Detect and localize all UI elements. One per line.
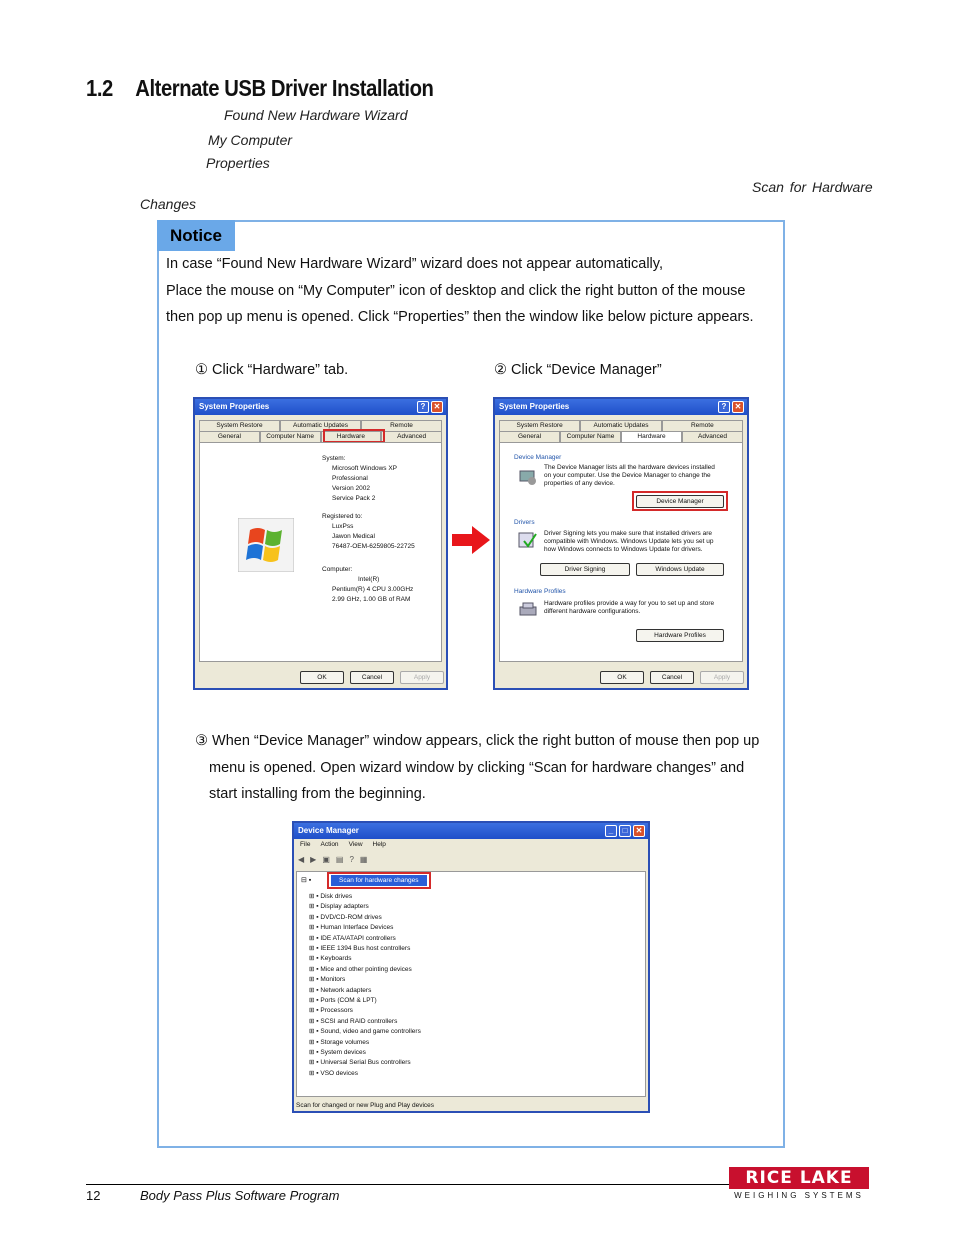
expand-icon[interactable]: ⊞ ▪ xyxy=(309,893,321,900)
tab-remote[interactable]: Remote xyxy=(361,420,442,431)
device-category-label: Processors xyxy=(320,1007,353,1015)
menu-action[interactable]: Action xyxy=(320,841,339,848)
rice-lake-logo xyxy=(729,1167,869,1201)
expand-icon[interactable]: ⊞ ▪ xyxy=(309,955,321,963)
expand-icon[interactable]: ⊞ ▪ xyxy=(309,1069,321,1077)
close-icon[interactable]: ✕ xyxy=(732,401,744,413)
tab-system-restore[interactable]: System Restore xyxy=(199,420,280,431)
cancel-button[interactable]: Cancel xyxy=(650,671,694,684)
expand-icon[interactable]: ⊞ ▪ xyxy=(309,924,321,932)
cancel-button[interactable]: Cancel xyxy=(350,671,394,684)
toolbar xyxy=(298,855,367,864)
window-titlebar xyxy=(195,399,446,415)
expand-icon[interactable]: ⊞ ▪ xyxy=(309,903,321,911)
system-properties-window-device-manager xyxy=(493,397,749,690)
notice-line-1: In case “Found New Hardware Wizard” wizard does not appear automatically, xyxy=(166,256,663,272)
help-icon[interactable]: ? xyxy=(417,401,429,413)
window-titlebar xyxy=(294,823,648,839)
device-category-item[interactable] xyxy=(309,1058,411,1068)
expand-icon[interactable]: ⊞ ▪ xyxy=(309,965,321,973)
logo-wordmark: RICE LAKE xyxy=(729,1167,869,1189)
device-category-item[interactable] xyxy=(309,954,351,964)
device-category-label: Storage volumes xyxy=(320,1038,370,1046)
tree-root-icon[interactable]: ⊟ ▪ xyxy=(301,877,312,884)
device-category-label: Sound, video and game controllers xyxy=(320,1028,421,1036)
device-category-label: IEEE 1394 Bus host controllers xyxy=(320,945,411,952)
back-icon[interactable]: ◀ xyxy=(298,855,305,864)
footer-doc-title: Body Pass Plus Software Program xyxy=(140,1188,340,1203)
section-number: 1.2 xyxy=(86,75,113,101)
device-category-label: Network adapters xyxy=(320,986,372,994)
device-category-label: Universal Serial Bus controllers xyxy=(320,1059,411,1067)
windows-update-button[interactable]: Windows Update xyxy=(636,563,724,576)
tab-computer-name[interactable]: Computer Name xyxy=(560,431,621,442)
device-category-label: Disk drives xyxy=(320,893,353,900)
drivers-group-label: Drivers xyxy=(514,519,535,526)
window-title: System Properties xyxy=(199,402,270,411)
device-tree xyxy=(296,871,646,1097)
menu-view[interactable]: View xyxy=(348,841,363,848)
system-properties-window-hardware xyxy=(193,397,448,690)
tab-automatic-updates[interactable]: Automatic Updates xyxy=(280,420,361,431)
system-info-line: 2.99 GHz, 1.00 GB of RAM xyxy=(332,596,411,603)
intro-changes-term: Changes xyxy=(140,196,197,212)
device-category-item[interactable] xyxy=(309,944,410,954)
system-info-line: 76487-OEM-6259805-22725 xyxy=(332,543,415,550)
dm-text-3: properties of any device. xyxy=(544,480,615,487)
red-arrow-icon xyxy=(452,526,490,554)
intro-scan-term: Scan for Hardware xyxy=(752,179,873,195)
tab-computer-name[interactable]: Computer Name xyxy=(260,431,321,442)
help-icon[interactable]: ? xyxy=(349,855,354,864)
expand-icon[interactable]: ⊞ ▪ xyxy=(309,1017,321,1025)
step-1-label: ① Click “Hardware” tab. xyxy=(195,362,349,378)
ok-button[interactable]: OK xyxy=(600,671,644,684)
device-category-label: Keyboards xyxy=(320,955,352,963)
driver-signing-icon xyxy=(518,531,538,551)
device-manager-group-label: Device Manager xyxy=(514,454,562,461)
tab-advanced[interactable]: Advanced xyxy=(682,431,743,442)
windows-logo-icon xyxy=(238,518,294,572)
drv-text-1: Driver Signing lets you make sure that installed drivers are xyxy=(544,530,712,537)
ok-button[interactable]: OK xyxy=(300,671,344,684)
close-icon[interactable]: ✕ xyxy=(633,825,645,837)
menu-bar xyxy=(300,841,386,848)
device-category-item[interactable] xyxy=(309,902,369,912)
expand-icon[interactable]: ⊞ ▪ xyxy=(309,986,321,994)
tab-general[interactable]: General xyxy=(199,431,260,442)
device-category-item[interactable] xyxy=(309,986,371,996)
device-category-item[interactable] xyxy=(309,996,377,1006)
device-category-label: IDE ATA/ATAPI controllers xyxy=(320,934,396,942)
minimize-icon[interactable]: _ xyxy=(605,825,617,837)
system-info-line: Service Pack 2 xyxy=(332,495,376,502)
expand-icon[interactable]: ⊞ ▪ xyxy=(309,976,321,984)
device-category-item[interactable] xyxy=(309,1048,366,1058)
tab-general[interactable]: General xyxy=(499,431,560,442)
expand-icon[interactable]: ⊞ ▪ xyxy=(309,934,321,942)
system-info-line: Jawon Medical xyxy=(332,533,375,540)
tab-hardware[interactable]: Hardware xyxy=(621,431,682,442)
tab-hardware[interactable]: Hardware xyxy=(321,431,382,442)
close-icon[interactable]: ✕ xyxy=(431,401,443,413)
hw-text-1: Hardware profiles provide a way for you to set up and store xyxy=(544,600,715,607)
device-category-item[interactable] xyxy=(309,1027,421,1037)
device-category-item[interactable] xyxy=(309,1069,358,1079)
intro-properties-term: Properties xyxy=(206,155,270,171)
drv-text-3: how Windows connects to Windows Update for drivers. xyxy=(544,546,703,553)
step-3-line-3: start installing from the beginning. xyxy=(209,786,426,802)
device-category-item[interactable] xyxy=(309,1006,353,1016)
device-category-label: SCSI and RAID controllers xyxy=(320,1017,398,1025)
system-info-line: LuxPss xyxy=(332,523,354,530)
intro-wizard-term: Found New Hardware Wizard xyxy=(224,107,408,123)
system-info-line: Professional xyxy=(332,475,368,482)
expand-icon[interactable]: ⊞ ▪ xyxy=(309,945,321,952)
device-category-item[interactable] xyxy=(309,1017,397,1027)
expand-icon[interactable]: ⊞ ▪ xyxy=(309,913,321,921)
expand-icon[interactable]: ⊞ ▪ xyxy=(309,1049,321,1056)
device-category-label: Monitors xyxy=(320,976,346,984)
window-titlebar xyxy=(495,399,747,415)
page-number: 12 xyxy=(86,1188,101,1203)
section-heading xyxy=(86,75,433,102)
hardware-profiles-button[interactable]: Hardware Profiles xyxy=(636,629,724,642)
device-category-item[interactable] xyxy=(309,934,396,944)
notice-line-2: Place the mouse on “My Computer” icon of desktop and click the right button of the mouse xyxy=(166,283,746,299)
device-category-item[interactable] xyxy=(309,975,345,985)
window-title: Device Manager xyxy=(298,826,359,835)
tab-advanced[interactable]: Advanced xyxy=(381,431,442,442)
device-manager-button[interactable]: Device Manager xyxy=(636,495,724,508)
tab-system-restore[interactable]: System Restore xyxy=(499,420,580,431)
device-manager-window xyxy=(292,821,650,1113)
step-3-line-1: ③ When “Device Manager” window appears, click the right button of mouse then pop up xyxy=(195,733,760,749)
help-icon[interactable]: ? xyxy=(718,401,730,413)
system-info-line: Registered to: xyxy=(322,513,363,520)
expand-icon[interactable]: ⊞ ▪ xyxy=(309,1007,321,1015)
hardware-tab-highlight xyxy=(323,429,385,443)
context-menu-scan[interactable]: Scan for hardware changes xyxy=(331,875,427,886)
system-info-line: Computer: xyxy=(322,566,353,573)
system-info-line: System: xyxy=(322,455,346,462)
device-manager-highlight xyxy=(632,491,728,511)
device-category-label: Mice and other pointing devices xyxy=(320,965,412,973)
device-manager-icon xyxy=(518,467,538,487)
system-info-line: Version 2002 xyxy=(332,485,370,492)
step-2-label: ② Click “Device Manager” xyxy=(494,362,662,378)
scan-icon[interactable]: ▦ xyxy=(359,855,368,864)
tab-remote[interactable]: Remote xyxy=(662,420,743,431)
hardware-profiles-icon xyxy=(518,601,538,617)
apply-button[interactable]: Apply xyxy=(400,671,444,684)
hardware-panel xyxy=(499,442,743,662)
expand-icon[interactable]: ⊞ ▪ xyxy=(309,1059,321,1067)
dm-text-2: on your computer. Use the Device Manager to change the xyxy=(544,472,711,479)
apply-button[interactable]: Apply xyxy=(700,671,744,684)
device-category-label: System devices xyxy=(320,1049,366,1056)
device-category-label: Ports (COM & LPT) xyxy=(320,997,377,1004)
expand-icon[interactable]: ⊞ ▪ xyxy=(309,1038,321,1046)
scan-highlight xyxy=(327,872,431,889)
device-category-item[interactable] xyxy=(309,913,382,923)
step-3-line-2: menu is opened. Open wizard window by clicking “Scan for hardware changes” and xyxy=(209,760,745,776)
system-info-line: Intel(R) xyxy=(358,576,380,583)
device-category-label: Human Interface Devices xyxy=(320,924,394,932)
expand-icon[interactable]: ⊞ ▪ xyxy=(309,1028,321,1036)
device-category-label: DVD/CD-ROM drives xyxy=(320,913,382,921)
print-icon[interactable]: ▤ xyxy=(335,855,344,864)
properties-icon[interactable]: ▣ xyxy=(322,855,330,864)
menu-help[interactable]: Help xyxy=(372,841,386,848)
notice-line-3: then pop up menu is opened. Click “Properties” then the window like below picture appears. xyxy=(166,309,754,325)
system-info-line: Pentium(R) 4 CPU 3.00GHz xyxy=(332,586,414,593)
menu-file[interactable]: File xyxy=(300,841,311,848)
device-category-item[interactable] xyxy=(309,965,412,975)
device-category-label: Display adapters xyxy=(320,903,369,911)
section-title: Alternate USB Driver Installation xyxy=(135,75,434,101)
intro-my-computer-term: My Computer xyxy=(208,132,293,148)
window-title: System Properties xyxy=(499,402,570,411)
hw-text-2: different hardware configurations. xyxy=(544,608,641,615)
forward-icon[interactable]: ▶ xyxy=(310,855,317,864)
driver-signing-button[interactable]: Driver Signing xyxy=(540,563,630,576)
drv-text-2: compatible with Windows. Windows Update lets you set up xyxy=(544,538,714,545)
general-panel xyxy=(199,442,442,662)
device-category-item[interactable] xyxy=(309,1038,369,1048)
system-info-line: Microsoft Windows XP xyxy=(332,465,398,472)
device-category-item[interactable] xyxy=(309,923,393,933)
maximize-icon[interactable]: □ xyxy=(619,825,631,837)
expand-icon[interactable]: ⊞ ▪ xyxy=(309,997,321,1004)
notice-tab: Notice xyxy=(157,220,235,251)
hardware-profiles-group-label: Hardware Profiles xyxy=(514,588,566,595)
logo-tagline: WEIGHING SYSTEMS xyxy=(734,1191,864,1200)
tab-automatic-updates[interactable]: Automatic Updates xyxy=(580,420,661,431)
device-category-item[interactable] xyxy=(309,892,352,902)
dm-text-1: The Device Manager lists all the hardware devices installed xyxy=(544,464,715,471)
device-category-label: VSO devices xyxy=(320,1069,358,1077)
status-bar: Scan for changed or new Plug and Play devices xyxy=(296,1102,435,1109)
